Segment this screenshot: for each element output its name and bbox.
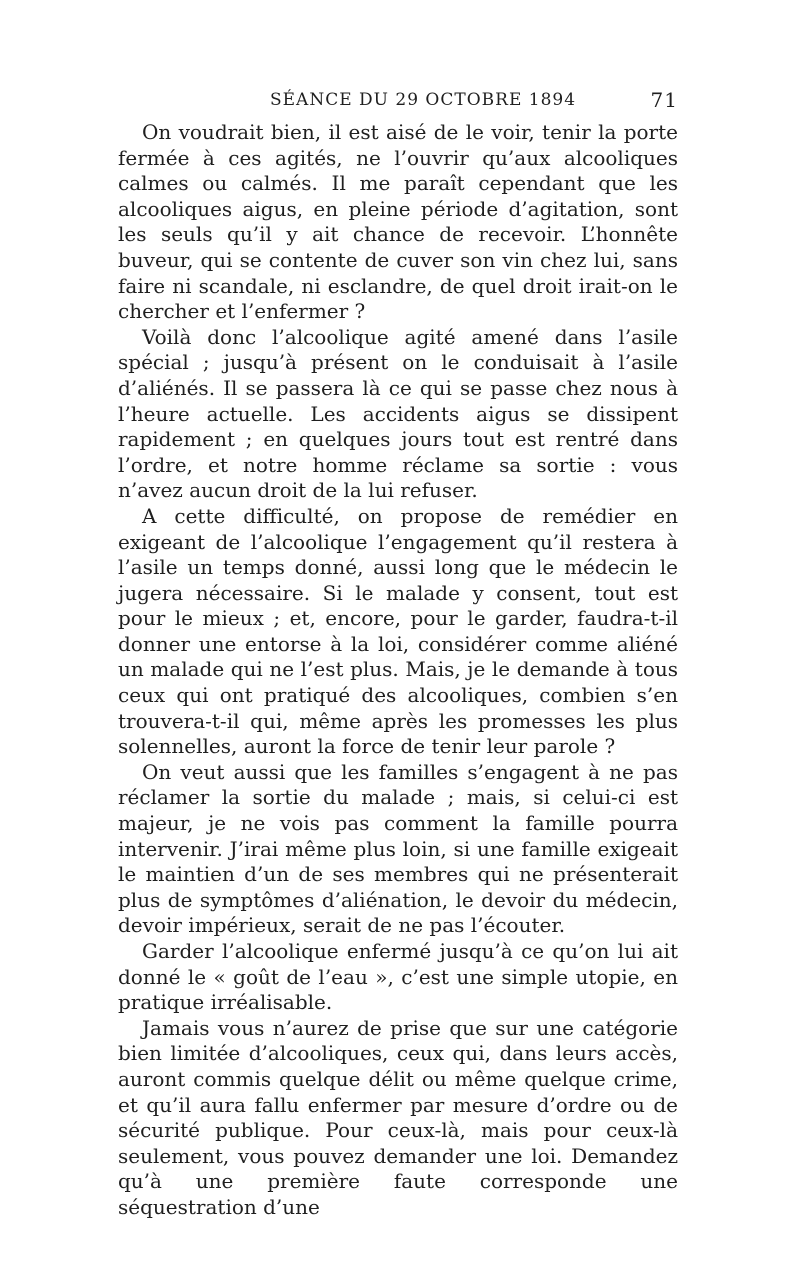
- paragraph: Garder l’alcoolique enfermé jusqu’à ce qu’on lui ait donné le « goût de l’eau », c’est une simple utopie, en pratique irréalisable.: [118, 939, 678, 1015]
- running-title: SÉANCE DU 29 OCTOBRE 1894: [270, 90, 577, 110]
- paragraph: A cette difficulté, on propose de remédier en exigeant de l’alcoolique l’engagement qu’il restera à l’asile un temps donné, aussi long que le médecin le jugera nécessaire. Si le malade y consent, tout est pour le mieux ; et, encore, pour le garder, faudra-t-il donner une entorse à la loi, considérer comme aliéné un malade qui ne l’est plus. Mais, je le demande à tous ceux qui ont pratiqué des alcooliques, combien s’en trouvera-t-il qui, même après les promesses les plus solennelles, auront la force de tenir leur parole ?: [118, 503, 678, 759]
- paragraph: Jamais vous n’aurez de prise que sur une catégorie bien limitée d’alcooliques, ceux qui, dans leurs accès, auront commis quelque délit ou même quelque crime, et qu’il aura fallu enfermer par mesure d’ordre ou de sécurité publique. Pour ceux-là, mais pour ceux-là seulement, vous pouvez demander une loi. Demandez qu’à une première faute corresponde une séquestration d’une: [118, 1015, 678, 1219]
- running-header: [118, 88, 678, 120]
- book-page: [118, 88, 678, 1221]
- page-body: [118, 120, 678, 1221]
- paragraph: On veut aussi que les familles s’engagent à ne pas réclamer la sortie du malade ; mais, si celui-ci est majeur, je ne vois pas comment la famille pourra intervenir. J’irai même plus loin, si une famille exigeait le maintien d’un de ses membres qui ne présenterait plus de symptômes d’aliénation, le devoir du médecin, devoir impérieux, serait de ne pas l’écouter.: [118, 759, 678, 938]
- paragraph: Voilà donc l’alcoolique agité amené dans l’asile spécial ; jusqu’à présent on le conduisait à l’asile d’aliénés. Il se passera là ce qui se passe chez nous à l’heure actuelle. Les accidents aigus se dissipent rapidement ; en quelques jours tout est rentré dans l’ordre, et notre homme réclame sa sortie : vous n’avez aucun droit de la lui refuser.: [118, 324, 678, 503]
- page-number: 71: [650, 88, 678, 112]
- paragraph: On voudrait bien, il est aisé de le voir, tenir la porte fermée à ces agités, ne l’ouvrir qu’aux alcooliques calmes ou calmés. Il me paraît cependant que les alcooliques aigus, en pleine période d’agitation, sont les seuls qu’il y ait chance de recevoir. L’honnête buveur, qui se contente de cuver son vin chez lui, sans faire ni scandale, ni esclandre, de quel droit irait-on le chercher et l’enfermer ?: [118, 120, 678, 324]
